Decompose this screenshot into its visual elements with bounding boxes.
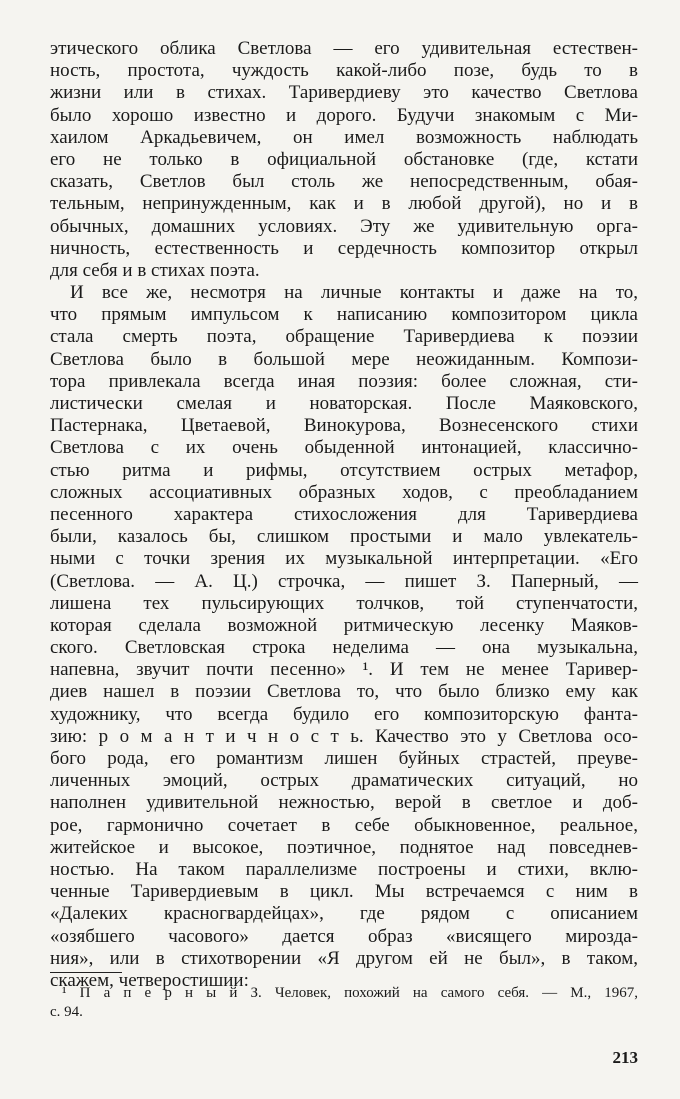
text-line: ничность, естественность и сердечность композитор открыл [50, 237, 638, 259]
footnote-divider [50, 972, 122, 973]
text-line: ностью. На таком параллелизме построены и стихи, вклю- [50, 858, 638, 880]
text-line: которая сделала возможной ритмическую лесенку Маяков- [50, 614, 638, 636]
text-line: Пастернака, Цветаевой, Винокурова, Вознесенского стихи [50, 415, 638, 437]
text-line: рое, гармонично сочетает в себе обыкновенное, реальное, [50, 814, 638, 836]
text-line: песенного характера стихосложения для Таривердиева [50, 503, 638, 525]
text-line: наполнен удивительной нежностью, верой в светлое и доб- [50, 792, 638, 814]
text-line: листически смелая и новаторская. После Маяковского, [50, 393, 638, 414]
text-line: ность, простота, чуждость какой-либо позе, будь то в [50, 60, 638, 82]
text-line: житейское и высокое, поэтичное, поднятое над повседнев- [50, 836, 638, 858]
page-number: 213 [612, 1048, 638, 1067]
text-line: стала смерть поэта, обращение Таривердиева к поэзии [50, 326, 638, 348]
text-line: сложных ассоциативных образных ходов, с преобладанием [50, 481, 638, 503]
text-line: было хорошо известно и дорого. Будучи знакомым с Ми- [50, 104, 638, 126]
text-line: этического облика Светлова — его удивительная естествен- [50, 38, 638, 59]
text-line: его не только в официальной обстановке (где, кстати [50, 148, 638, 170]
text-line: что прямым импульсом к написанию композитором цикла [50, 304, 638, 326]
text-line: скажем, четверостишии: [50, 969, 249, 991]
text-line: тельным, непринужденным, как и в любой другой), но и в [50, 193, 638, 215]
text-line: зию: р о м а н т и ч н о с т ь. Качество это у Светлова осо- [50, 725, 638, 747]
text-line: жизни или в стихах. Таривердиеву это качество Светлова [50, 82, 638, 104]
text-line: диев нашел в поэзии Светлова то, что было близко ему как [50, 681, 638, 703]
text-line: Светлова было в большой мере неожиданным. Компози- [50, 348, 638, 370]
footnote-line: ¹ П а п е р н ы й З. Человек, похожий на самого себя. — М., 1967, [62, 985, 638, 1001]
text-line: хаилом Аркадьевичем, он имел возможность наблюдать [50, 126, 638, 148]
text-line: художнику, что всегда будило его композиторскую фанта- [50, 703, 638, 725]
text-line: лишена тех пульсирующих толчков, той ступенчатости, [50, 592, 638, 614]
text-line: для себя и в стихах поэта. [50, 259, 260, 281]
text-line: были, казалось бы, слишком простыми и мало увлекатель- [50, 526, 638, 548]
text-line: И все же, несмотря на личные контакты и даже на то, [70, 282, 638, 304]
footnote-line: с. 94. [50, 1004, 83, 1020]
text-line: бого рода, его романтизм лишен буйных страстей, преуве- [50, 748, 638, 769]
text-line: тора привлекала всегда иная поэзия: более сложная, сти- [50, 370, 638, 392]
main-text [50, 38, 638, 992]
text-line: напевна, звучит почти песенно» ¹. И тем не менее Таривер- [50, 659, 638, 681]
text-line: личенных эмоций, острых драматических ситуаций, но [50, 770, 638, 792]
text-line: обычных, домашних условиях. Эту же удивительную орга- [50, 215, 638, 237]
text-line: сказать, Светлов был столь же непосредственным, обая- [50, 171, 638, 193]
text-line: ными с точки зрения их музыкальной интерпретации. «Его [50, 548, 638, 570]
text-line: ского. Светловская строка неделима — она музыкальна, [50, 637, 638, 659]
text-line: «озябшего часового» дается образ «висящего мирозда- [50, 925, 638, 947]
text-line: ния», или в стихотворении «Я другом ей не был», в таком, [50, 947, 638, 969]
text-line: «Далеких красногвардейцах», где рядом с описанием [50, 903, 638, 925]
text-line: ченные Таривердиевым в цикл. Мы встречаемся с ним в [50, 881, 638, 903]
text-line: стью ритма и рифмы, отсутствием острых метафор, [50, 459, 638, 481]
text-line: Светлова с их очень обыденной интонацией, классичнo- [50, 437, 638, 459]
text-line: (Светлова. — А. Ц.) строчка, — пишет З. Паперный, — [50, 570, 638, 592]
footnote [50, 984, 638, 1022]
